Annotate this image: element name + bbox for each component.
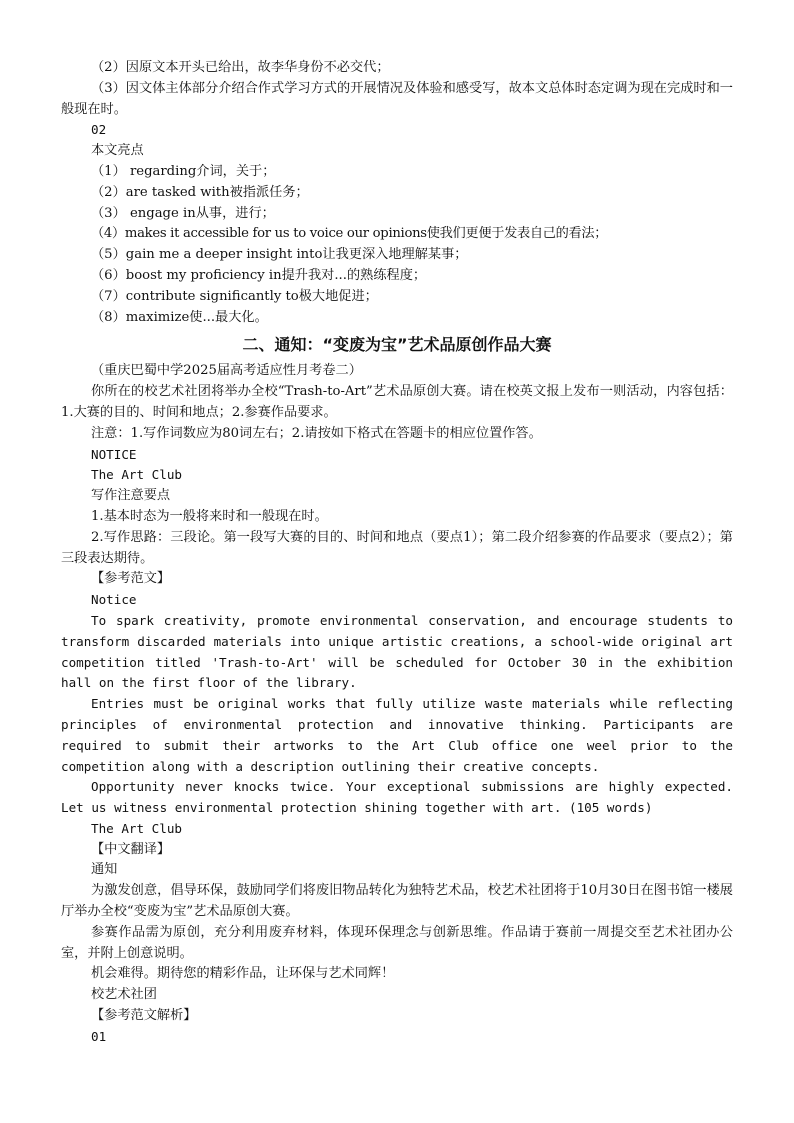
translation-label: 【中文翻译】 xyxy=(91,841,171,857)
text-line: （2）因原文本开头已给出，故李华身份不必交代； xyxy=(91,60,390,75)
translation-title: 通知 xyxy=(91,862,118,878)
paragraph-text: Opportunity never knocks twice. Your exceptional submissions are highly expected. Let us witness environmental protection shining together with art. (105 words) xyxy=(61,779,733,816)
translation-paragraph: 机会难得。期待您的精彩作品，让环保与艺术同辉！ xyxy=(91,966,395,982)
reference-title: Notice xyxy=(91,592,137,608)
highlight-item: （3） engage in从事，进行； xyxy=(91,205,275,221)
highlight-item: （7）contribute significantly to极大地促进； xyxy=(91,288,378,304)
format-signature: The Art Club xyxy=(91,467,182,483)
paragraph-text: 你所在的校艺术社团将举办全校“Trash-to-Art”艺术品原创大赛。请在校英文报上发布一则活动，内容包括：1.大赛的目的、时间和地点；2.参赛作品要求。 xyxy=(61,384,733,420)
reference-paragraph xyxy=(61,777,733,819)
highlight-item: （4）makes it accessible for us to voice our opinions使我们更便于发表自己的看法； xyxy=(91,226,608,242)
reference-paragraph xyxy=(61,611,733,694)
section-number: 01 xyxy=(91,1028,107,1044)
paragraph-text: 为激发创意，倡导环保，鼓励同学们将废旧物品转化为独特艺术品，校艺术社团将于10月30日在图书馆一楼展厅举办全校“变废为宝”艺术品原创大赛。 xyxy=(61,883,733,920)
highlight-item: （8）maximize使...最大化。 xyxy=(91,309,268,325)
source-line: （重庆巴蜀中学2025届高考适应性月考卷二） xyxy=(91,363,362,379)
highlight-item: （1） regarding介词，关于； xyxy=(91,163,276,179)
section-heading: 二、通知：“变废为宝”艺术品原创作品大赛 xyxy=(242,335,552,355)
paragraph-text: 2.写作思路：三段论。第一段写大赛的目的、时间和地点（要点1）；第二段介绍参赛的作品要求（要点2）；第三段表达期待。 xyxy=(61,529,733,566)
reference-label: 【参考范文】 xyxy=(91,571,171,587)
paragraph-text: To spark creativity, promote environmental conservation, and encourage students to transform discarded materials into unique artistic creations, a school-wide original art competition titled 'Trash-to-Art' will be scheduled for October 30 in the exhibition hall on the first floor of the library. xyxy=(61,612,733,691)
highlight-item: （2）are tasked with被指派任务； xyxy=(91,184,309,200)
reference-paragraph xyxy=(61,694,733,777)
translation-paragraph xyxy=(61,923,733,965)
paragraph-text: Entries must be original works that fully utilize waste materials while reflecting principles of environmental protection and innovative thinking. Participants are required to submit their artworks to the Art Club office one weel prior to the competition along with a description outlining their creative concepts. xyxy=(61,696,733,774)
task-paragraph xyxy=(61,382,733,424)
translation-signature: 校艺术社团 xyxy=(91,987,157,1003)
document-page xyxy=(61,58,733,1048)
tip-item xyxy=(61,528,733,570)
translation-paragraph xyxy=(61,881,733,923)
section-number: 02 xyxy=(91,122,107,138)
paragraph-text: （3）因文体主体部分介绍合作式学习方式的开展情况及体验和感受写，故本文总体时态定调为现在完成时和一般现在时。 xyxy=(61,80,733,117)
reference-signature: The Art Club xyxy=(91,820,182,836)
highlights-title: 本文亮点 xyxy=(91,143,144,159)
highlight-item: （5）gain me a deeper insight into让我更深入地理解某事； xyxy=(91,247,468,263)
text-paragraph xyxy=(61,79,733,121)
tip-item: 1.基本时态为一般将来时和一般现在时。 xyxy=(91,508,328,524)
tips-title: 写作注意要点 xyxy=(91,488,171,504)
analysis-label: 【参考范文解析】 xyxy=(91,1008,197,1024)
format-title: NOTICE xyxy=(91,446,137,462)
paragraph-text: 参赛作品需为原创，充分利用废弃材料，体现环保理念与创新思维。作品请于赛前一周提交至艺术社团办公室，并附上创意说明。 xyxy=(61,924,733,961)
note-line: 注意：1.写作词数应为80词左右；2.请按如下格式在答题卡的相应位置作答。 xyxy=(91,425,542,441)
highlight-item: （6）boost my proficiency in提升我对...的熟练程度； xyxy=(91,267,427,283)
